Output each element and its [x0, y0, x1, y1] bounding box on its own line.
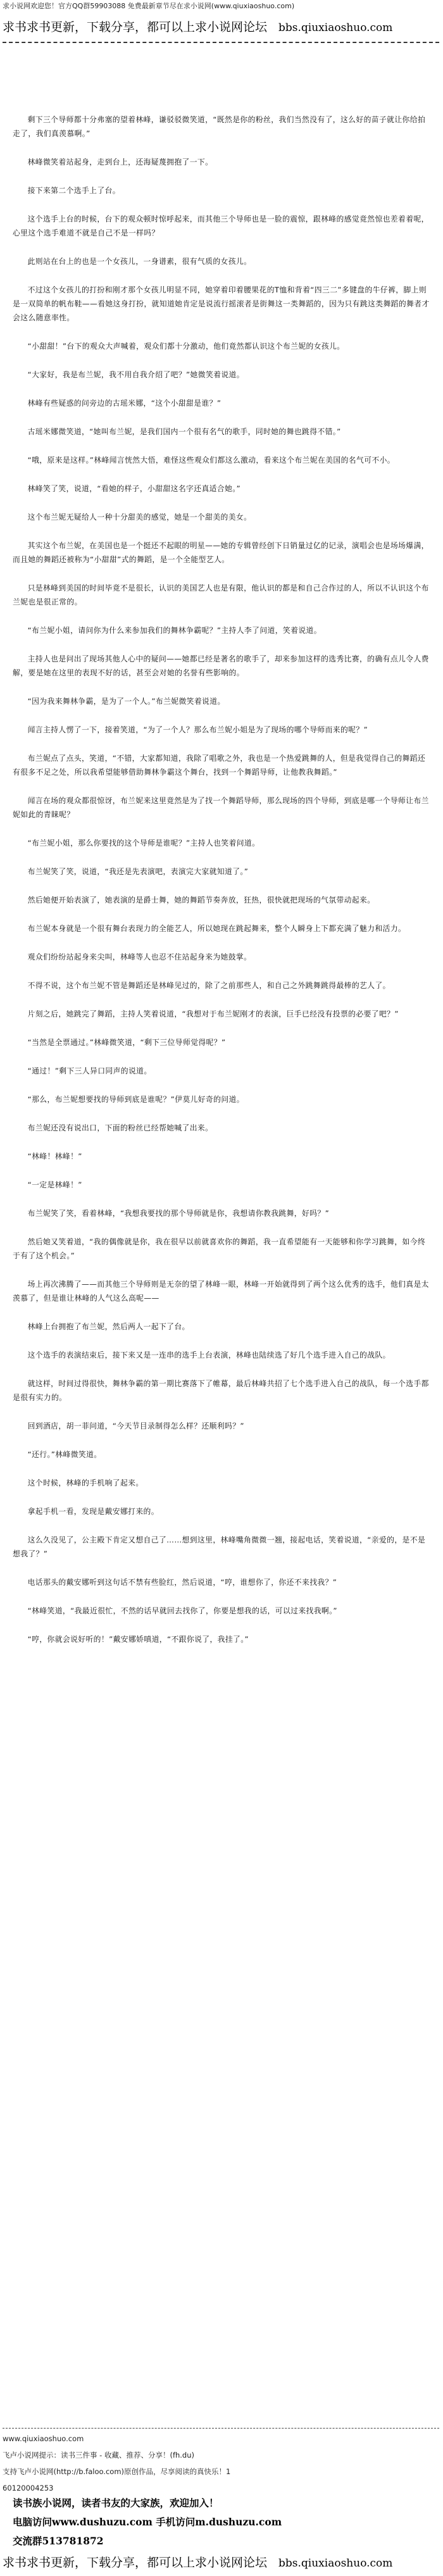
story-paragraph: 只是林峰到美国的时间毕竟不是很长，认识的美国艺人也是有限，他认识的都是和自己合作过的人，所以不认识这个布兰妮也是很正常的。	[13, 584, 429, 606]
story-paragraph: 然后她便开始表演了，她表演的是爵士舞，她的舞蹈节奏奔放，狂热，很快就把现场的气氛带动起来。	[27, 896, 375, 904]
story-paragraph: 布兰妮笑了笑，看着林峰，“我想我要找的那个导师就是你，我想请你教我跳舞，好吗？”	[27, 1209, 330, 1218]
story-paragraph: 剩下三个导师都十分弗塞的望着林峰，谦驳驳微笑道，“既然是你的粉丝，我们当然没有了，这么好的苗子就让你给拍走了，我们真羡慕啊。”	[13, 115, 426, 138]
story-paragraph: “布兰妮小姐，请问你为什么来参加我们的舞林争霸呢？”主持人李了问道，笑着说道。	[27, 626, 321, 635]
story-paragraph: “当然是全票通过。”林峰微笑道，“剩下三位导师觉得呢？”	[27, 1038, 226, 1047]
story-paragraph: “哦，原来是这样。”林峰闻言恍然大悟，难怪这些观众们都这么激动，看来这个布兰妮在美国的名气可不小。	[27, 456, 395, 465]
story-paragraph: 林峰有些疑惑的问旁边的古瑶米娜，“这个小甜甜是谁？”	[27, 399, 222, 408]
story-body	[13, 113, 430, 1661]
banner-url[interactable]: bbs.qiuxiaoshuo.com	[278, 22, 393, 34]
footer-code: 60120004253	[3, 2484, 54, 2492]
story-paragraph: 此则站在台上的也是一个女孩儿，一身谱素，很有气质的女孩儿。	[27, 257, 252, 266]
story-paragraph: 电话那头的戴安娜听到这句话不禁有些脸红，然后说道，“哼，谁想你了，你还不来找我？”	[27, 1578, 337, 1587]
promo-line-1: 读书族小说网，读者书友的大家族，欢迎加入！	[13, 2497, 219, 2509]
story-paragraph: “哼，你就会说好听的！”戴安娜娇嗔道，“不跟你说了，我挂了。”	[27, 1635, 249, 1644]
forum-banner-top[interactable]	[3, 16, 439, 38]
story-paragraph: 不得不说，这个布兰妮不管是舞蹈还是林峰见过的，除了之前那些人，和自己之外跳舞跳得最棒的艺人了。	[27, 981, 390, 990]
story-paragraph: 不过这个女孩儿的打扮和刚才那个女孩儿明显不同，她穿着印着腰果花的T恤和背着“四三二”多键盘的牛仔裤，脚上则是一双简单的帆布鞋——看她这身打扮，就知道她肯定是说流行摇滚者是街舞这一类舞蹈的，因为只有跳这类舞蹈的舞者才会这么随意率性。	[13, 285, 430, 322]
story-paragraph: 这个选手的表演结束后，接下来又是一连串的选手上台表演，林峰也陆续选了好几个选手进入自己的战队。	[27, 1351, 390, 1360]
footer-fav-line: 飞卢小说网提示：读书三件事 - 收藏、推荐、分享！(fh.du)	[3, 2451, 195, 2460]
story-paragraph: 林峰上台拥抱了布兰妮，然后两人一起下了台。	[27, 1322, 190, 1331]
story-paragraph: “林峰！林峰！”	[27, 1152, 82, 1161]
banner-text: 求书求书更新，下载分享，都可以上求小说网论坛	[3, 20, 268, 34]
story-paragraph: 就这样，时间过得很快，舞林争霸的第一期比赛落下了帷幕，最后林峰共招了七个选手进入自己的战队，每一个选手都是很有实力的。	[13, 1379, 429, 1402]
story-paragraph: “大家好，我是布兰妮，我不用自我介绍了吧？”她微笑着说道。	[27, 370, 244, 379]
story-paragraph: “一定是林峰！”	[27, 1180, 82, 1189]
story-paragraph: 拿起手机一看，发现是戴安娜打来的。	[27, 1507, 159, 1516]
forum-banner-bottom[interactable]	[3, 2552, 439, 2573]
story-paragraph: “通过！”剩下三人异口同声的说道。	[27, 1066, 152, 1075]
story-end-divider	[3, 2428, 439, 2429]
story-paragraph: “布兰妮小姐，那么你要找的这个导师是谁呢？”主持人也笑着问道。	[27, 839, 260, 847]
story-paragraph: 场上再次沸腾了——而其他三个导师则是无奈的望了林峰一眼，林峰一开始就得到了两个这么优秀的选手，他们真是太羡慕了，但是谁让林峰的人气这么高呢——	[13, 1280, 429, 1303]
footer-support-line[interactable]: 支持飞卢小说网(http://b.faloo.com)原创作品，尽享阅读的真快乐！1	[3, 2467, 231, 2476]
story-paragraph: 观众们纷纷站起身来尖叫，林峰等人也忍不住站起身来为她鼓掌。	[27, 953, 252, 961]
story-paragraph: “因为我来舞林争霸，是为了一个人。”布兰妮微笑着说道。	[27, 697, 225, 706]
story-paragraph: 然后她又笑着道，“我的偶像就是你，我在很早以前就喜欢你的舞蹈，我一直希望能有一天能够和你学习跳舞，如今终于有了这个机会。”	[13, 1237, 426, 1260]
story-paragraph: 林峰笑了笑，说道，“看她的样子，小甜甜这名字还真适合她。”	[27, 484, 241, 493]
banner-url-bottom[interactable]: bbs.qiuxiaoshuo.com	[278, 2557, 393, 2570]
banner-text-bottom: 求书求书更新，下载分享，都可以上求小说网论坛	[3, 2556, 268, 2570]
story-paragraph: 这个布兰妮无疑给人一种十分甜美的感觉，她是一个甜美的美女。	[27, 513, 252, 522]
story-paragraph: 布兰妮本身就是一个很有舞台表现力的全能艺人，所以她现在跳起舞来，整个人瞬身上下都充满了魅力和活力。	[27, 924, 406, 933]
story-paragraph: 这个选手上台的时候，台下的观众顿时惊呼起来，而其他三个导师也是一脸的震惊，跟林峰的感觉竟然惊也差着着呢，心里这个选手难道不就是自己不是一样吗？	[13, 215, 429, 237]
header-divider	[3, 42, 439, 43]
site-notice: 求小说网欢迎您！官方QQ群59903088 免费最新章节尽在求小说网(www.qiuxiaoshuo.com)	[3, 2, 295, 10]
story-paragraph: 布兰妮笑了笑，说道，“我还是先表演吧，表演完大家就知道了。”	[27, 867, 249, 876]
story-paragraph: 林峰微笑着站起身，走到台上，还海疑蔑拥抱了一下。	[27, 158, 213, 166]
promo-line-3: 交流群513781872	[13, 2535, 104, 2547]
story-paragraph: 主持人也是问出了现场其他人心中的疑问——她都已经是著名的歌手了，却来参加这样的选秀比赛，的确有点儿令人费解，要是她在这里的表现不好的话，甚至会对她的名誉有些影响的。	[13, 654, 429, 677]
story-paragraph: 布兰妮点了点头，笑道，“不错，大家都知道，我除了唱歌之外，我也是一个热爱跳舞的人，但是我觉得自己的舞蹈还有很多不足之处，所以我希望能够借助舞林争霸这个舞台，找到一个舞蹈导师，让他教我舞蹈。”	[13, 754, 426, 777]
story-paragraph: 回到酒店，胡一菲问道，“今天节目录制得怎么样？还顺利吗？”	[27, 1422, 244, 1430]
story-paragraph: 布兰妮还没有说出口，下面的粉丝已经帮她喊了出来。	[27, 1123, 213, 1132]
story-paragraph: “还行。”林峰微笑道。	[27, 1450, 102, 1459]
footer-site[interactable]: www.qiuxiaoshuo.com	[3, 2434, 84, 2443]
story-paragraph: “小甜甜！”台下的观众大声喊着，观众们都十分激动，他们竟然都认识这个布兰妮的女孩儿。	[27, 342, 345, 351]
story-paragraph: 其实这个布兰妮，在美国也是一个挺还不起眼的明星——她的专辑曾经创下日销量过亿的记录，演唱会也是场场爆满，而且她的舞蹈还被称为“小甜甜”式的舞蹈，是一个全能型艺人。	[13, 541, 429, 564]
story-paragraph: 这么久没见了，公主殿下肯定又想自己了……想到这里，林峰嘴角微微一翘，接起电话，笑着说道，“亲爱的，是不是想我了？”	[13, 1535, 426, 1558]
story-paragraph: 这个时候，林峰的手机响了起来。	[27, 1479, 144, 1487]
story-paragraph: 闻言在场的观众都很惊讶，布兰妮来这里竟然是为了找一个舞蹈导师，那么现场的四个导师，到底是哪一个导师让布兰妮如此的青睐呢？	[13, 796, 429, 819]
promo-line-2[interactable]: 电脑访问www.dushuzu.com 手机访问m.dushuzu.com	[13, 2516, 282, 2528]
story-paragraph: “林峰笑道，“我最近很忙，不然的话早就回去找你了，你要是想我的话，可以过来找我啊。”	[27, 1606, 337, 1615]
story-paragraph: 古瑶米娜微笑道，“她叫布兰妮，是我们国内一个很有名气的歌手，同时她的舞也跳得不错。”	[27, 427, 341, 436]
story-paragraph: “那么，布兰妮想要找的导师到底是谁呢？”伊莫儿好奇的问道。	[27, 1095, 244, 1104]
story-paragraph: 接下来第二个选手上了台。	[27, 186, 120, 195]
story-paragraph: 片刻之后，她跳完了舞蹈，主持人笑着说道，“我想对于布兰妮刚才的表演，巨手已经没有投票的必要了吧？”	[27, 1010, 399, 1018]
story-paragraph: 闻言主持人愣了一下，接着笑道，“为了一个人？那么布兰妮小姐是为了现场的哪个导师而来的呢？”	[27, 725, 368, 734]
footer-block	[3, 2430, 439, 2496]
promo-block	[13, 2494, 430, 2551]
